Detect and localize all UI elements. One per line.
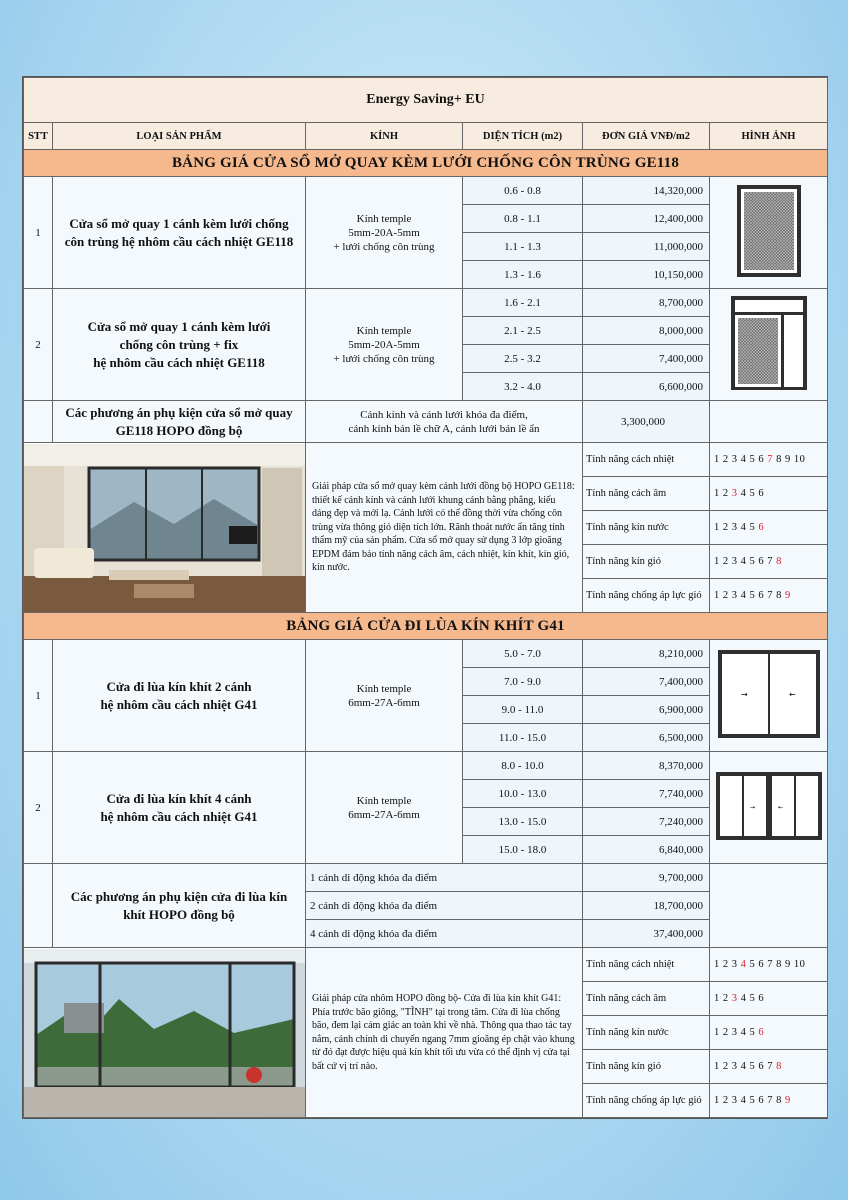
rating-digit: 2	[722, 454, 729, 465]
rating-digit: 1	[714, 1027, 720, 1038]
area-cell: 9.0 - 11.0	[463, 696, 583, 724]
glass-line: 6mm-27A-6mm	[348, 808, 420, 821]
feature-name: Tính năng kín nước	[583, 1016, 710, 1050]
rating-digit: 5	[749, 590, 756, 601]
header-image: HÌNH ẢNH	[710, 123, 828, 150]
price-table	[23, 77, 828, 1118]
rating-digit: 6	[758, 1095, 765, 1106]
rating-digit: 5	[749, 1095, 756, 1106]
price-cell: 11,000,000	[583, 233, 710, 261]
rating-digit: 6	[758, 522, 765, 533]
price-cell: 6,500,000	[583, 724, 710, 752]
four-panel-sliding-door-icon	[710, 752, 828, 864]
rating-digit: 4	[740, 1027, 747, 1038]
feature-scale	[710, 477, 828, 511]
price-cell: 8,370,000	[583, 752, 710, 780]
svg-text:←: ←	[777, 804, 783, 811]
glass-line: Kính temple	[356, 324, 412, 337]
interior-photo-cell	[24, 443, 306, 613]
rating-digit: 4	[740, 1061, 747, 1072]
rating-digit: 6	[758, 590, 765, 601]
feature-scale	[710, 1016, 828, 1050]
rating-digit: 3	[731, 590, 738, 601]
accessory-price: 9,700,000	[583, 864, 710, 892]
product-name-line: Cửa đi lùa kín khít 4 cánh	[106, 790, 252, 806]
rating-digit: 6	[758, 556, 765, 567]
area-cell: 2.1 - 2.5	[463, 317, 583, 345]
rating-digit: 9	[785, 454, 791, 465]
product-name-line: Cửa sổ mở quay 1 cánh kèm lưới	[87, 318, 271, 334]
rating-digit: 8	[776, 1095, 782, 1106]
area-cell: 1.3 - 1.6	[463, 261, 583, 289]
rating-digit: 7	[767, 1061, 773, 1072]
feature-name: Tính năng cách âm	[583, 982, 710, 1016]
rating-digit: 1	[714, 1095, 720, 1106]
area-cell: 0.8 - 1.1	[463, 205, 583, 233]
svg-text:→: →	[749, 804, 755, 811]
glass-spec	[306, 752, 463, 864]
svg-text:→: →	[740, 690, 748, 699]
rating-digit: 5	[749, 1027, 756, 1038]
rating-digit: 7	[767, 959, 773, 970]
product-name: Cửa sổ mở quay 1 cánh kèm lưới chống côn trùng hệ nhôm cầu cách nhiệt GE118	[53, 177, 306, 289]
accessory-option: 4 cánh di động khóa đa điểm	[306, 920, 583, 948]
rating-digit: 2	[722, 1027, 729, 1038]
price-cell: 7,400,000	[583, 668, 710, 696]
feature-scale	[710, 545, 828, 579]
accessory-option: 1 cánh di động khóa đa điểm	[306, 864, 583, 892]
rating-digit: 4	[740, 1095, 747, 1106]
price-cell: 7,740,000	[583, 780, 710, 808]
stt-cell: 2	[24, 289, 53, 401]
rating-digit: 4	[740, 522, 747, 533]
rating-digit: 2	[722, 488, 729, 499]
patio-photo-cell	[24, 948, 306, 1118]
image-cell-empty	[710, 864, 828, 948]
area-cell: 1.6 - 2.1	[463, 289, 583, 317]
rating-digit: 6	[758, 454, 765, 465]
rating-digit: 3	[731, 1095, 738, 1106]
accessory-description	[306, 401, 583, 443]
stt-cell: 1	[24, 177, 53, 289]
product-name	[53, 752, 306, 864]
rating-digit: 5	[749, 454, 756, 465]
glass-line: 6mm-27A-6mm	[348, 696, 420, 709]
rating-digit: 7	[767, 454, 773, 465]
rating-digit: 4	[740, 556, 747, 567]
rating-digit: 3	[731, 454, 738, 465]
rating-digit: 5	[749, 556, 756, 567]
price-cell: 14,320,000	[583, 177, 710, 205]
price-cell: 8,000,000	[583, 317, 710, 345]
header-unit-price: ĐƠN GIÁ VNĐ/m2	[583, 123, 710, 150]
area-cell: 0.6 - 0.8	[463, 177, 583, 205]
feature-scale	[710, 948, 828, 982]
rating-digit: 1	[714, 959, 720, 970]
feature-name: Tính năng chống áp lực gió	[583, 1084, 710, 1118]
rating-digit: 3	[731, 556, 738, 567]
product-name-line: hệ nhôm cầu cách nhiệt GE118	[93, 354, 265, 370]
product-description: Giải pháp cửa sổ mở quay kèm cánh lưới đồng bộ HOPO GE118: thiết kế cánh kính và cánh lưới khung cánh bằng phẳng, kiểu dáng đẹp và mới lạ. Cánh lưới có thể đồng thời vừa chống côn trùng vừa thông gió diện tích lớn. Rãnh thoát nước ẩn tăng tính thẩm mỹ của sản phẩm. Cửa sổ mở quay sử dụng 3 lớp gioăng EPDM đảm bảo tính năng cách âm, cách nhiệt, kín khít, kín gió, kín nước.	[306, 443, 583, 613]
stt-cell	[24, 864, 53, 948]
living-room-photo	[24, 444, 305, 612]
rating-digit: 7	[767, 556, 773, 567]
header-glass: KÍNH	[306, 123, 463, 150]
rating-digit: 3	[731, 1061, 738, 1072]
price-cell: 10,150,000	[583, 261, 710, 289]
rating-digit: 9	[785, 590, 791, 601]
accessory-name: Các phương án phụ kiện cửa đi lùa kín khít HOPO đồng bộ	[53, 864, 306, 948]
price-cell: 6,840,000	[583, 836, 710, 864]
feature-scale	[710, 1084, 828, 1118]
rating-digit: 1	[714, 590, 720, 601]
price-cell: 8,700,000	[583, 289, 710, 317]
rating-digit: 10	[793, 959, 806, 970]
area-cell: 11.0 - 15.0	[463, 724, 583, 752]
glass-line: 5mm-20A-5mm	[348, 226, 420, 239]
rating-digit: 1	[714, 488, 720, 499]
rating-digit: 6	[758, 488, 765, 499]
two-panel-sliding-door-icon	[710, 640, 828, 752]
product-description: Giải pháp cửa nhôm HOPO đồng bộ- Cửa đi lùa kín khít G41: Phía trước bão giông, "TĨNH" tại trong tâm. Cửa đi lùa chống bão, đem lại cảm giác an toàn khi về nhà. Thông qua thao tác tay nắm, cánh chính di chuyển ngang 7mm gioăng ép chặt vào khung từ đó đạt được hiệu quả kín khít tối ưu vừa có thể định vị cửa tại bất cứ vị trí nào.	[306, 948, 583, 1118]
sliding-door-patio-photo	[24, 949, 305, 1117]
rating-digit: 1	[714, 993, 720, 1004]
rating-digit: 4	[740, 959, 747, 970]
price-cell: 12,400,000	[583, 205, 710, 233]
glass-line: Kính temple	[356, 682, 412, 695]
area-cell: 7.0 - 9.0	[463, 668, 583, 696]
product-name	[53, 640, 306, 752]
glass-spec	[306, 640, 463, 752]
casement-window-with-fix-icon	[710, 289, 828, 401]
rating-digit: 2	[722, 590, 729, 601]
glass-line: Kính temple	[356, 212, 412, 225]
area-cell: 1.1 - 1.3	[463, 233, 583, 261]
image-cell-empty	[710, 401, 828, 443]
header-stt: STT	[24, 123, 53, 150]
rating-digit: 1	[714, 1061, 720, 1072]
feature-scale	[710, 982, 828, 1016]
rating-digit: 1	[714, 556, 720, 567]
accessory-price: 37,400,000	[583, 920, 710, 948]
rating-digit: 9	[785, 1095, 791, 1106]
feature-name: Tính năng cách nhiệt	[583, 443, 710, 477]
section-title-ge118: BẢNG GIÁ CỬA SỔ MỞ QUAY KÈM LƯỚI CHỐNG CÔN TRÙNG GE118	[24, 150, 828, 177]
rating-digit: 2	[722, 993, 729, 1004]
rating-digit: 4	[740, 590, 747, 601]
area-cell: 15.0 - 18.0	[463, 836, 583, 864]
product-name	[53, 289, 306, 401]
rating-digit: 4	[740, 454, 747, 465]
rating-digit: 2	[722, 1061, 729, 1072]
feature-scale	[710, 579, 828, 613]
feature-scale	[710, 1050, 828, 1084]
casement-window-with-screen-icon	[710, 177, 828, 289]
column-headers	[24, 123, 828, 150]
feature-name: Tính năng kín gió	[583, 1050, 710, 1084]
rating-digit: 2	[722, 556, 729, 567]
rating-digit: 10	[793, 454, 806, 465]
product-name-line: hệ nhôm cầu cách nhiệt G41	[100, 696, 258, 712]
rating-digit: 8	[776, 959, 782, 970]
price-cell: 6,900,000	[583, 696, 710, 724]
glass-line: Kính temple	[356, 794, 412, 807]
rating-digit: 2	[722, 522, 729, 533]
product-name-line: hệ nhôm cầu cách nhiệt G41	[100, 808, 258, 824]
rating-digit: 5	[749, 522, 756, 533]
price-sheet	[22, 76, 828, 1119]
rating-digit: 3	[731, 993, 738, 1004]
price-cell: 8,210,000	[583, 640, 710, 668]
rating-digit: 8	[776, 1061, 782, 1072]
stt-cell	[24, 401, 53, 443]
price-cell: 6,600,000	[583, 373, 710, 401]
rating-digit: 8	[776, 556, 782, 567]
glass-line: + lưới chống côn trùng	[333, 352, 435, 365]
glass-line: 5mm-20A-5mm	[348, 338, 420, 351]
area-cell: 3.2 - 4.0	[463, 373, 583, 401]
header-product-type: LOẠI SẢN PHẨM	[53, 123, 306, 150]
accessory-desc-line: cánh kính bản lề chữ A, cánh lưới bản lề ẩn	[348, 422, 540, 435]
rating-digit: 5	[749, 993, 756, 1004]
rating-digit: 7	[767, 1095, 773, 1106]
area-cell: 10.0 - 13.0	[463, 780, 583, 808]
rating-digit: 4	[740, 488, 747, 499]
stt-cell: 2	[24, 752, 53, 864]
rating-digit: 6	[758, 1061, 765, 1072]
glass-line: + lưới chống côn trùng	[333, 240, 435, 253]
accessory-price: 18,700,000	[583, 892, 710, 920]
rating-digit: 9	[785, 959, 791, 970]
rating-digit: 3	[731, 488, 738, 499]
glass-spec	[306, 177, 463, 289]
feature-name: Tính năng kín gió	[583, 545, 710, 579]
area-cell: 2.5 - 3.2	[463, 345, 583, 373]
section-title-g41: BẢNG GIÁ CỬA ĐI LÙA KÍN KHÍT G41	[24, 613, 828, 640]
svg-text:←: ←	[788, 690, 796, 699]
rating-digit: 1	[714, 522, 720, 533]
rating-digit: 2	[722, 1095, 729, 1106]
rating-digit: 8	[776, 590, 782, 601]
accessory-price: 3,300,000	[583, 401, 710, 443]
area-cell: 5.0 - 7.0	[463, 640, 583, 668]
area-cell: 8.0 - 10.0	[463, 752, 583, 780]
feature-name: Tính năng chống áp lực gió	[583, 579, 710, 613]
rating-digit: 1	[714, 454, 720, 465]
feature-name: Tính năng cách âm	[583, 477, 710, 511]
feature-scale	[710, 511, 828, 545]
glass-spec	[306, 289, 463, 401]
rating-digit: 3	[731, 959, 738, 970]
product-name-line: chống côn trùng + fix	[119, 336, 239, 352]
rating-digit: 5	[749, 959, 756, 970]
feature-name: Tính năng cách nhiệt	[583, 948, 710, 982]
rating-digit: 5	[749, 1061, 756, 1072]
accessory-option: 2 cánh di động khóa đa điểm	[306, 892, 583, 920]
rating-digit: 8	[776, 454, 782, 465]
header-area: DIỆN TÍCH (m2)	[463, 123, 583, 150]
rating-digit: 3	[731, 522, 738, 533]
area-cell: 13.0 - 15.0	[463, 808, 583, 836]
rating-digit: 7	[767, 590, 773, 601]
price-cell: 7,400,000	[583, 345, 710, 373]
accessory-name: Các phương án phụ kiện cửa sổ mở quay GE118 HOPO đồng bộ	[53, 401, 306, 443]
rating-digit: 4	[740, 993, 747, 1004]
stt-cell: 1	[24, 640, 53, 752]
feature-scale	[710, 443, 828, 477]
feature-name: Tính năng kín nước	[583, 511, 710, 545]
rating-digit: 5	[749, 488, 756, 499]
rating-digit: 6	[758, 993, 765, 1004]
rating-digit: 2	[722, 959, 729, 970]
price-cell: 7,240,000	[583, 808, 710, 836]
rating-digit: 6	[758, 1027, 765, 1038]
sheet-title: Energy Saving+ EU	[24, 78, 828, 123]
rating-digit: 6	[758, 959, 765, 970]
product-name-line: Cửa đi lùa kín khít 2 cánh	[106, 678, 252, 694]
accessory-desc-line: Cánh kính và cánh lưới khóa đa điểm,	[360, 408, 528, 421]
rating-digit: 3	[731, 1027, 738, 1038]
